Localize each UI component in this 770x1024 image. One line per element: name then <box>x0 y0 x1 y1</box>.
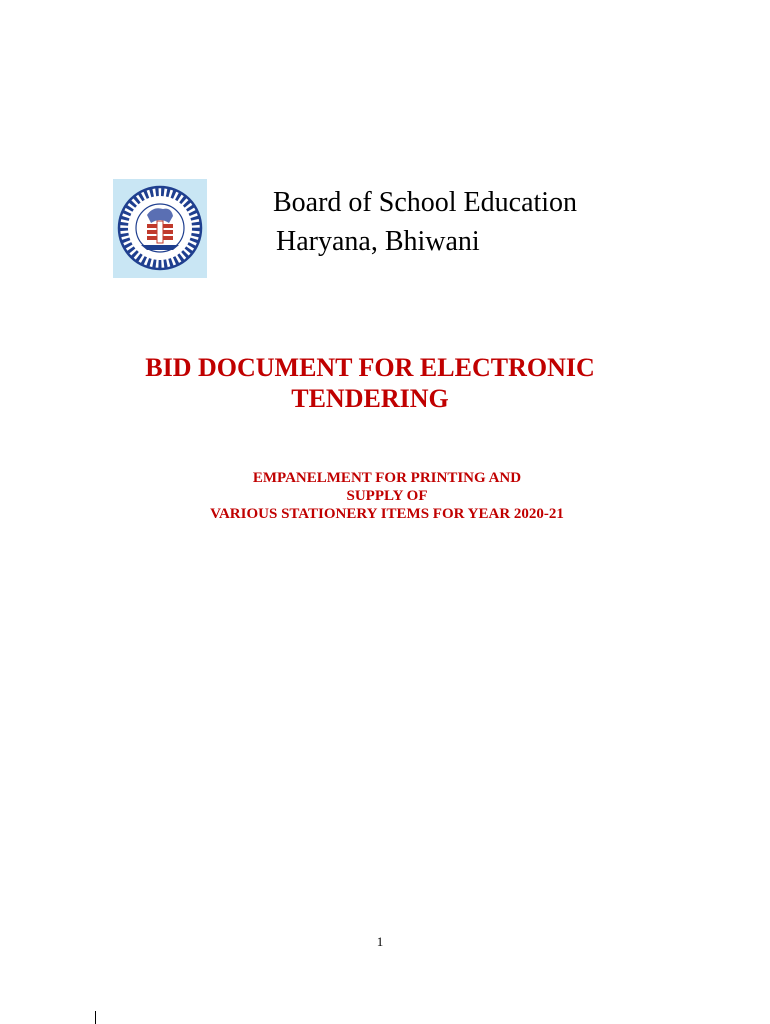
document-subtitle <box>120 469 654 523</box>
organization-location: Haryana, Bhiwani <box>276 226 480 257</box>
document-title <box>100 352 640 414</box>
organization-name: Board of School Education <box>273 187 578 218</box>
document-subtitle-line-3: VARIOUS STATIONERY ITEMS FOR YEAR 2020-21 <box>210 506 564 522</box>
document-title-line-1: BID DOCUMENT FOR ELECTRONIC <box>145 353 595 382</box>
emblem-icon <box>113 179 207 278</box>
board-logo <box>113 179 207 278</box>
text-cursor <box>95 1011 96 1024</box>
document-title-line-2: TENDERING <box>291 384 449 413</box>
document-subtitle-line-1: EMPANELMENT FOR PRINTING AND <box>252 470 522 486</box>
page-number: 1 <box>376 934 384 949</box>
document-subtitle-line-2: SUPPLY OF <box>346 488 428 504</box>
